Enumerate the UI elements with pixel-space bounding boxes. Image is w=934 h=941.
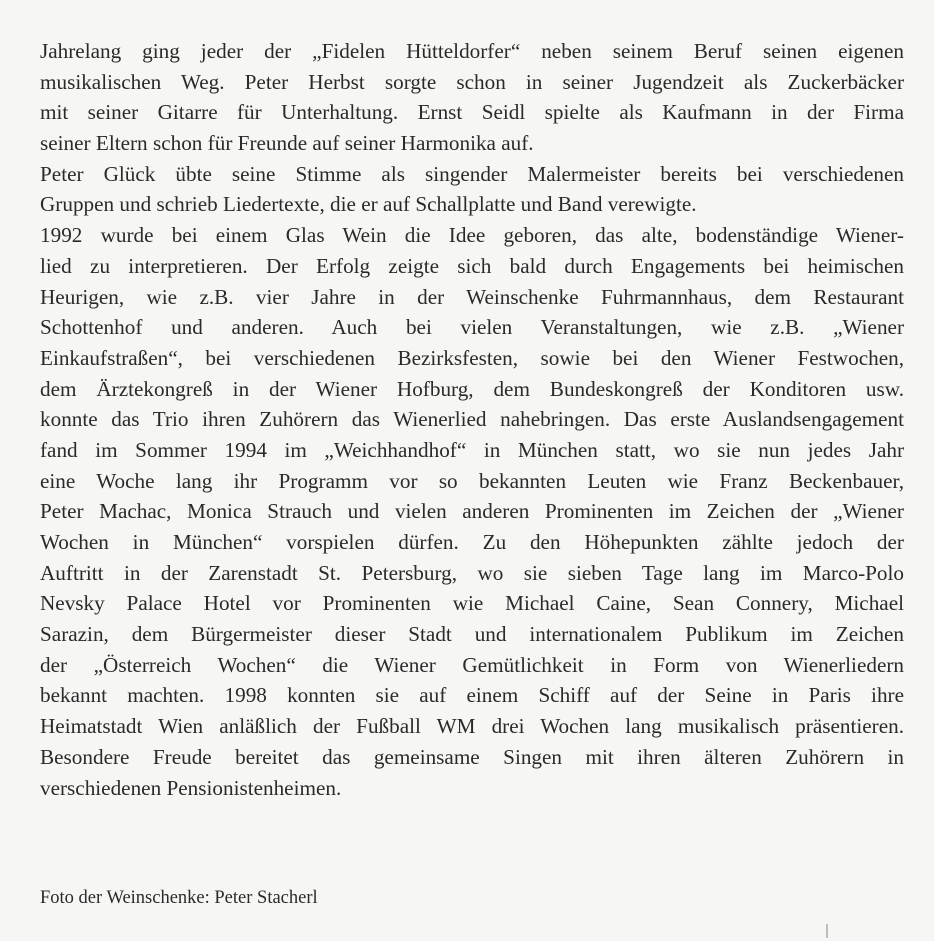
text-line: Sarazin, dem Bürgermeister dieser Stadt und internationalem Publikum im Zeichen [40, 622, 904, 647]
text-line: mit seiner Gitarre für Unterhaltung. Ernst Seidl spielte als Kaufmann in der Firma [40, 100, 904, 125]
text-line: Wochen in München“ vorspielen dürfen. Zu den Höhepunkten zählte jedoch der [40, 530, 904, 554]
text-line: 1992 wurde bei einem Glas Wein die Idee geboren, das alte, bodenständige Wiener- [40, 223, 904, 248]
text-line: Heimatstadt Wien anläßlich der Fußball WM drei Wochen lang musikalisch präsentieren. [40, 714, 904, 739]
text-line: bekannt machten. 1998 konnten sie auf einem Schiff auf der Seine in Paris ihre [40, 683, 904, 708]
text-line: Heurigen, wie z.B. vier Jahre in der Weinschenke Fuhrmannhaus, dem Restaurant [40, 284, 904, 309]
text-line: Peter Glück übte seine Stimme als singender Malermeister bereits bei verschiedenen [40, 161, 904, 186]
text-line: Nevsky Palace Hotel vor Prominenten wie Michael Caine, Sean Connery, Michael [40, 591, 904, 616]
text-line: Einkaufstraßen“, bei verschiedenen Bezirksfesten, sowie bei den Wiener Festwochen, [40, 345, 904, 370]
text-line: konnte das Trio ihren Zuhörern das Wienerlied nahebringen. Das erste Auslandsengagement [40, 407, 904, 432]
text-line: seiner Eltern schon für Freunde auf seiner Harmonika auf. [40, 131, 534, 156]
text-line: lied zu interpretieren. Der Erfolg zeigte sich bald durch Engagements bei heimischen [40, 253, 904, 278]
text-line: musikalischen Weg. Peter Herbst sorgte schon in seiner Jugendzeit als Zuckerbäcker [40, 69, 904, 94]
text-line: verschiedenen Pensionistenheimen. [40, 775, 342, 800]
body-text [40, 36, 904, 803]
text-line: fand im Sommer 1994 im „Weichhandhof“ in München statt, wo sie nun jedes Jahr [40, 437, 904, 462]
text-line: Peter Machac, Monica Strauch und vielen anderen Prominenten im Zeichen der „Wiener [40, 499, 904, 524]
text-line: eine Woche lang ihr Programm vor so bekannten Leuten wie Franz Beckenbauer, [40, 468, 904, 493]
text-line: der „Österreich Wochen“ die Wiener Gemütlichkeit in Form von Wienerliedern [40, 652, 904, 677]
text-line: Auftritt in der Zarenstadt St. Petersburg, wo sie sieben Tage lang im Marco-Polo [40, 560, 904, 585]
text-line: Schottenhof und anderen. Auch bei vielen Veranstaltungen, wie z.B. „Wiener [40, 315, 904, 340]
photo-caption: Foto der Weinschenke: Peter Stacherl [40, 888, 318, 908]
text-line: dem Ärztekongreß in der Wiener Hofburg, dem Bundeskongreß der Konditoren usw. [40, 376, 904, 401]
scan-edge-mark [826, 924, 828, 938]
text-line: Gruppen und schrieb Liedertexte, die er auf Schallplatte und Band verewigte. [40, 192, 697, 217]
text-line: Besondere Freude bereitet das gemeinsame Singen mit ihren älteren Zuhörern in [40, 744, 904, 769]
text-line: Jahrelang ging jeder der „Fidelen Hütteldorfer“ neben seinem Beruf seinen eigenen [40, 39, 904, 63]
